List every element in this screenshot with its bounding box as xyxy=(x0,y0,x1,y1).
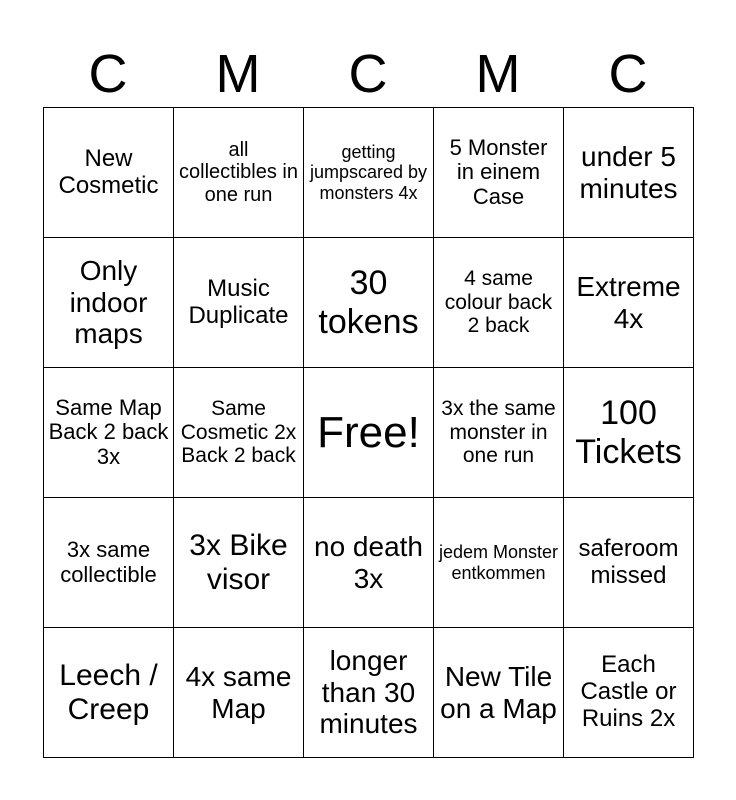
bingo-cell-r4c1[interactable]: 3x same collectible xyxy=(44,498,174,628)
bingo-cell-r4c3[interactable]: no death 3x xyxy=(304,498,434,628)
bingo-cell-r3c1[interactable]: Same Map Back 2 back 3x xyxy=(44,368,174,498)
bingo-row-2 xyxy=(44,238,694,368)
header-letter-4: M xyxy=(475,44,521,104)
bingo-cell-r2c3[interactable]: 30 tokens xyxy=(304,238,434,368)
header-letter-3: C xyxy=(348,44,388,104)
bingo-cell-r5c3[interactable]: longer than 30 minutes xyxy=(304,628,434,758)
bingo-cell-r4c4[interactable]: jedem Monster entkommen xyxy=(434,498,564,628)
bingo-cell-r3c4[interactable]: 3x the same monster in one run xyxy=(434,368,564,498)
bingo-cell-r1c1[interactable]: New Cosmetic xyxy=(44,108,174,238)
bingo-cell-r1c4[interactable]: 5 Monster in einem Case xyxy=(434,108,564,238)
bingo-cell-r4c2[interactable]: 3x Bike visor xyxy=(174,498,304,628)
bingo-row-4 xyxy=(44,498,694,628)
bingo-cell-r5c2[interactable]: 4x same Map xyxy=(174,628,304,758)
bingo-row-5 xyxy=(44,628,694,758)
header-letter-5: C xyxy=(608,44,648,104)
bingo-cell-r5c1[interactable]: Leech / Creep xyxy=(44,628,174,758)
bingo-cell-r1c3[interactable]: getting jumpscared by monsters 4x xyxy=(304,108,434,238)
bingo-cell-r1c2[interactable]: all collectibles in one run xyxy=(174,108,304,238)
bingo-grid xyxy=(43,107,694,758)
bingo-cell-r3c2[interactable]: Same Cosmetic 2x Back 2 back xyxy=(174,368,304,498)
bingo-cell-r2c1[interactable]: Only indoor maps xyxy=(44,238,174,368)
bingo-row-1 xyxy=(44,108,694,238)
bingo-row-3 xyxy=(44,368,694,498)
bingo-cell-free[interactable]: Free! xyxy=(304,368,434,498)
bingo-cell-r5c5[interactable]: Each Castle or Ruins 2x xyxy=(564,628,694,758)
bingo-cell-r4c5[interactable]: saferoom missed xyxy=(564,498,694,628)
header-letter-2: M xyxy=(215,44,261,104)
bingo-cell-r5c4[interactable]: New Tile on a Map xyxy=(434,628,564,758)
bingo-cell-r2c4[interactable]: 4 same colour back 2 back xyxy=(434,238,564,368)
header-letter-1: C xyxy=(88,44,128,104)
bingo-cell-r1c5[interactable]: under 5 minutes xyxy=(564,108,694,238)
bingo-cell-r3c5[interactable]: 100 Tickets xyxy=(564,368,694,498)
bingo-header xyxy=(43,40,693,108)
bingo-cell-r2c2[interactable]: Music Duplicate xyxy=(174,238,304,368)
bingo-cell-r2c5[interactable]: Extreme 4x xyxy=(564,238,694,368)
